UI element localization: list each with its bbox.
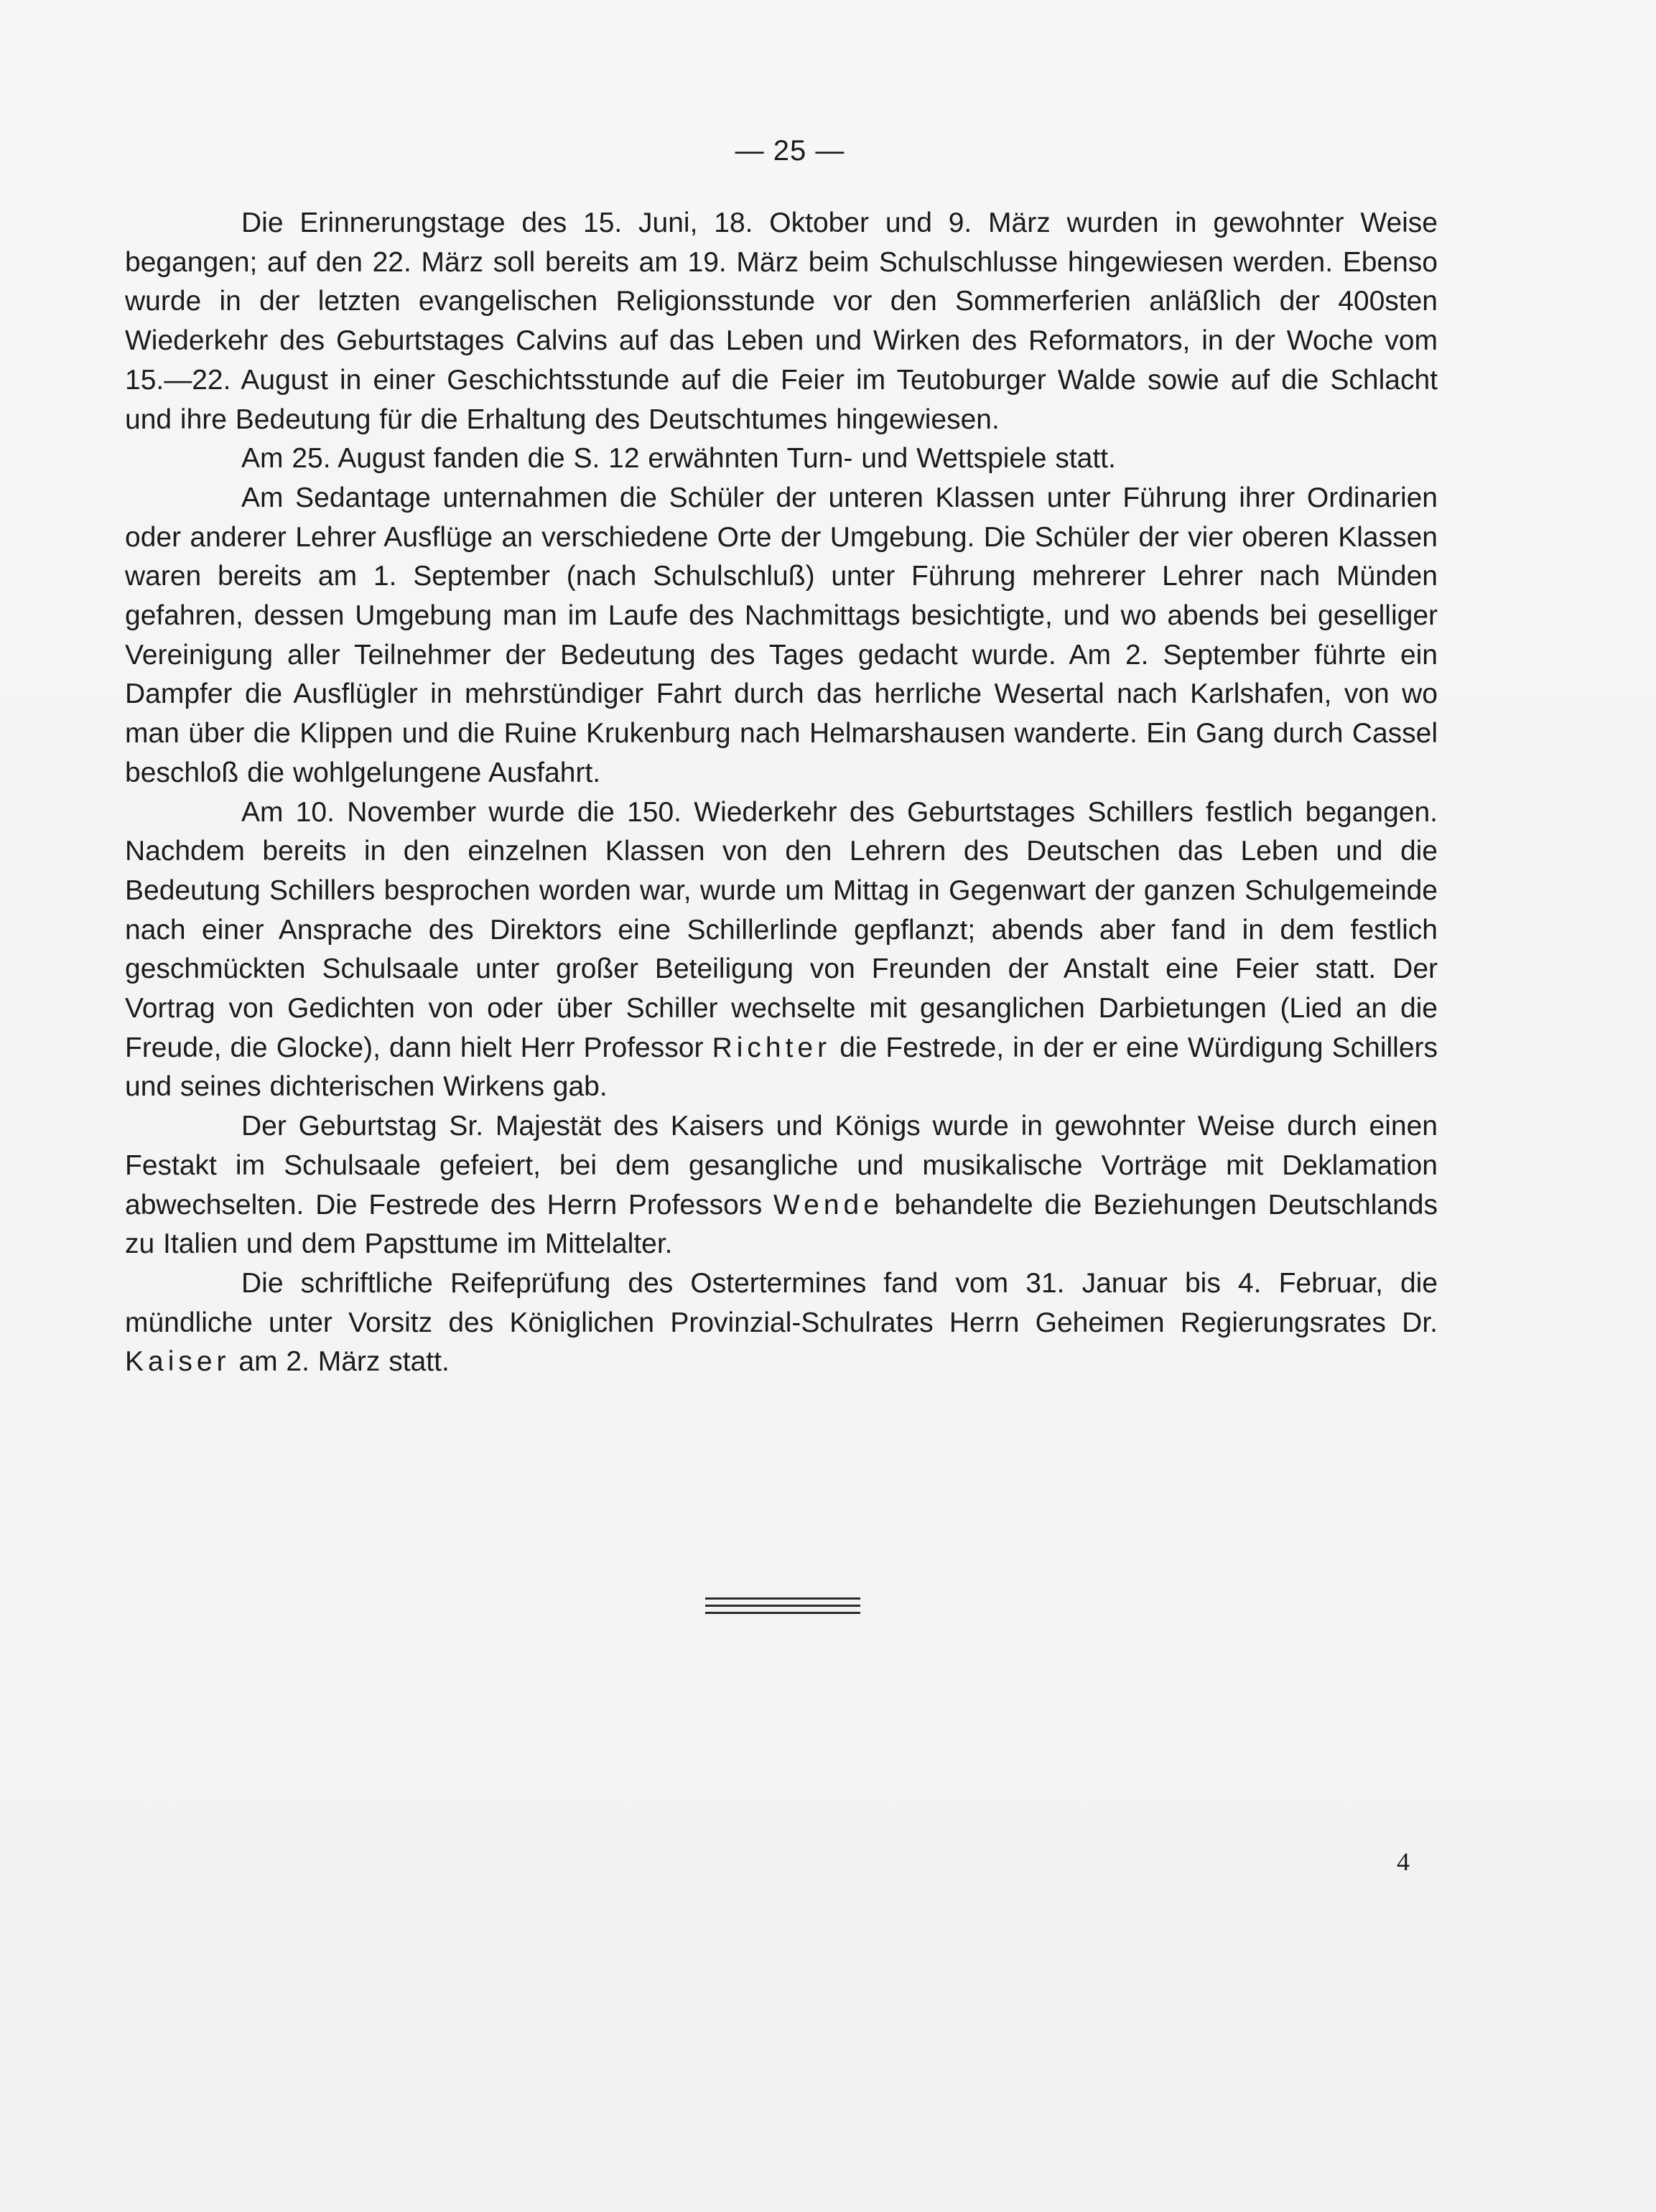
sheet-signature: 4 (1397, 1847, 1410, 1876)
paragraph-text: Der Geburtstag Sr. Majestät des Kaisers und Königs wurde in gewohnter Weise durch einen Festakt im Schulsaale gefeiert, bei dem gesangliche und musikalische Vorträge mit Deklamation abwechselten. Die Festrede des Herrn Professors (125, 1111, 1438, 1221)
divider-line (705, 1605, 860, 1607)
page-number: — 25 — (735, 135, 845, 167)
divider-line (705, 1597, 860, 1600)
paragraph-sedantag (125, 479, 1438, 793)
paragraph-text: behandelte die Beziehungen Deutschlands zu Italien und dem Papsttume im Mittelalter. (125, 1189, 1438, 1260)
paragraph-reifepruefung (125, 1264, 1438, 1382)
body-text (125, 204, 1438, 1382)
paragraph-text: Am Sedantage unternahmen die Schüler der unteren Klassen unter Führung ihrer Ordinarien oder anderer Lehrer Ausflüge an verschiedene Orte der Umgebung. Die Schüler der vier oberen Klassen waren bereits am 1. September (nach Schulschluß) unter Führung mehrerer Lehrer nach Münden gefahren, dessen Umgebung man im Laufe des Nachmittags besichtigte, und wo abends bei geselliger Vereinigung aller Teilnehmer der Bedeutung des Tages gedacht wurde. Am 2. September führte ein Dampfer die Ausflügler in mehrstündiger Fahrt durch das herrliche Wesertal nach Karlshafen, von wo man über die Klippen und die Ruine Krukenburg nach Helmarshausen wanderte. Ein Gang durch Cassel beschloß die wohlgelungene Ausfahrt. (125, 482, 1438, 788)
paragraph-turnspiele (125, 439, 1438, 479)
paragraph-text: Die schriftliche Reifeprüfung des Ostertermines fand vom 31. Januar bis 4. Februar, die mündliche unter Vorsitz des Königlichen Provinzial-Schulrates Herrn Geheimen Regierungsrates Dr. (125, 1267, 1438, 1338)
paragraph-kaisergeburtstag (125, 1107, 1438, 1264)
paragraph-text: die Festrede, in der er eine Würdigung Schillers und seines dichterischen Wirkens gab. (125, 1032, 1438, 1103)
name-richter: Richter (712, 1032, 832, 1063)
divider-line (705, 1612, 860, 1614)
paragraph-text: Die Erinnerungstage des 15. Juni, 18. Oktober und 9. März wurden in gewohnter Weise begangen; auf den 22. März soll bereits am 19. März beim Schulschlusse hingewiesen werden. Ebenso wurde in der letzten evangelischen Religionsstunde vor den Sommerferien anläßlich der 400sten Wiederkehr des Geburtstages Calvins auf das Leben und Wirken des Reformators, in der Woche vom 15.—22. August in einer Geschichtsstunde auf die Feier im Teutoburger Walde sowie auf die Schlacht und ihre Bedeutung für die Erhaltung des Deutschtumes hingewiesen. (125, 207, 1438, 435)
section-divider (705, 1597, 860, 1619)
name-wende: Wende (773, 1189, 883, 1221)
paragraph-text: Am 10. November wurde die 150. Wiederkehr des Geburtstages Schillers festlich begangen. Nachdem bereits in den einzelnen Klassen von den Lehrern des Deutschen das Leben und die Bedeutung Schillers besprochen worden war, wurde um Mittag in Gegenwart der ganzen Schulgemeinde nach einer Ansprache des Direktors eine Schillerlinde gepflanzt; abends aber fand in dem festlich geschmückten Schulsaale unter großer Beteiligung von Freunden der Anstalt eine Feier statt. Der Vortrag von Gedichten von oder über Schiller wechselte mit gesanglichen Darbietungen (Lied an die Freude, die Glocke), dann hielt Herr Professor (125, 796, 1438, 1063)
paragraph-text: Am 25. August fanden die S. 12 erwähnten Turn- und Wettspiele statt. (241, 443, 1116, 475)
paragraph-erinnerungstage (125, 204, 1438, 439)
name-kaiser: Kaiser (125, 1346, 231, 1378)
paragraph-text: am 2. März statt. (230, 1346, 450, 1378)
paragraph-schillerfeier (125, 793, 1438, 1108)
